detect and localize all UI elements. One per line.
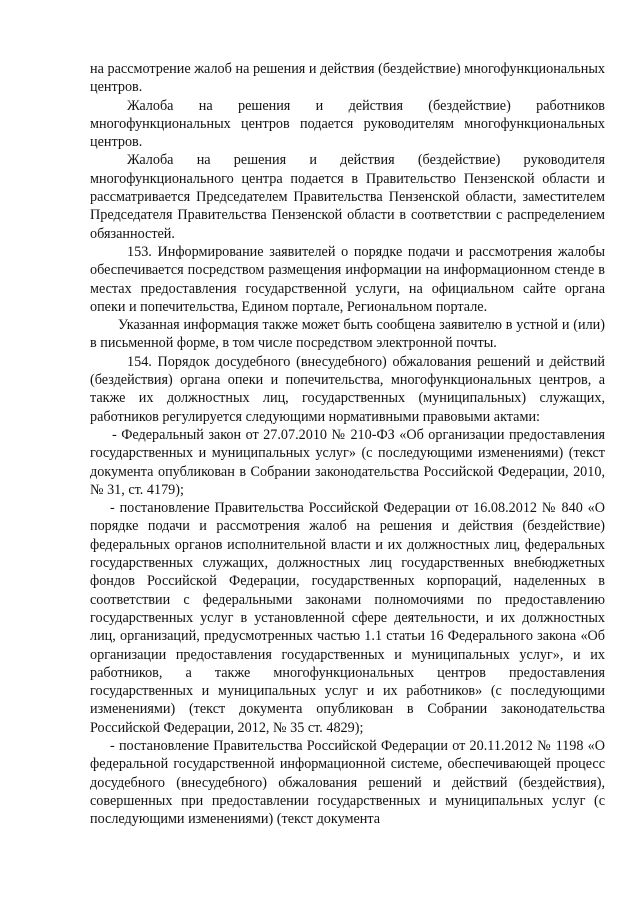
list-item-resolution-1198: - постановление Правительства Российской Федерации от 20.11.2012 № 1198 «О федеральной государственной информационной системе, обеспечивающей процесс досудебного (внесудебного) обжалования решений и действий (бездействия), совершенных при предоставлении государственных и муниципальных услуг (с последующими изменениями) (текст документа [90,737,605,828]
paragraph-mfc-workers-complaint: Жалоба на решения и действия (бездействие) работников многофункциональных центров подается руководителям многофункциональных центров. [90,97,605,151]
paragraph-info-communication: Указанная информация также может быть сообщена заявителю в устной и (или) в письменной форме, в том числе посредством электронной почты. [90,317,605,352]
document-page [90,60,605,828]
paragraph-154: 154. Порядок досудебного (внесудебного) обжалования решений и действий (бездействия) органа опеки и попечительства, многофункциональных центров, а также их должностных лиц, государственных (муниципальных) служащих, работников регулируется следующими нормативными правовыми актами: [90,353,605,425]
paragraph-mfc-head-complaint: Жалоба на решения и действия (бездействие) руководителя многофункционального центра подается в Правительство Пензенской области и рассматривается Председателем Правительства Пензенской области, заместителем Председателя Правительства Пензенской области в соответствии с распределением обязанностей. [90,152,605,242]
paragraph-mfc-complaints-intro: на рассмотрение жалоб на решения и действия (бездействие) многофункциональных центров. [90,61,605,96]
paragraph-153: 153. Информирование заявителей о порядке подачи и рассмотрения жалобы обеспечивается посредством размещения информации на информационном стенде в местах предоставления государственной услуги, на официальном сайте органа опеки и попечительства, Едином портале, Региональном портале. [90,243,605,315]
list-item-resolution-840: - постановление Правительства Российской Федерации от 16.08.2012 № 840 «О порядке подачи и рассмотрения жалоб на решения и действия (бездействие) федеральных органов исполнительной власти и их должностных лиц, федеральных государственных служащих, должностных лиц государственных внебюджетных фондов Российской Федерации, государственных корпораций, наделенных в соответствии с федеральными законами полномочиями по предоставлению государственных услуг в установленной сфере деятельности, и их должностных лиц, организаций, предусмотренных частью 1.1 статьи 16 Федерального закона «Об организации предоставления государственных и муниципальных услуг», и их работников, а также многофункциональных центров предоставления государственных и муниципальных услуг и их работников» (с последующими изменениями) (текст документа опубликован в Собрании законодательства Российской Федерации, 2012, № 35 ст. 4829); [90,500,605,736]
list-item-federal-law-210: - Федеральный закон от 27.07.2010 № 210-ФЗ «Об организации предоставления государственных и муниципальных услуг» (с последующими изменениями) (текст документа опубликован в Собрании законодательства Российской Федерации, 2010, № 31, ст. 4179); [90,426,605,498]
